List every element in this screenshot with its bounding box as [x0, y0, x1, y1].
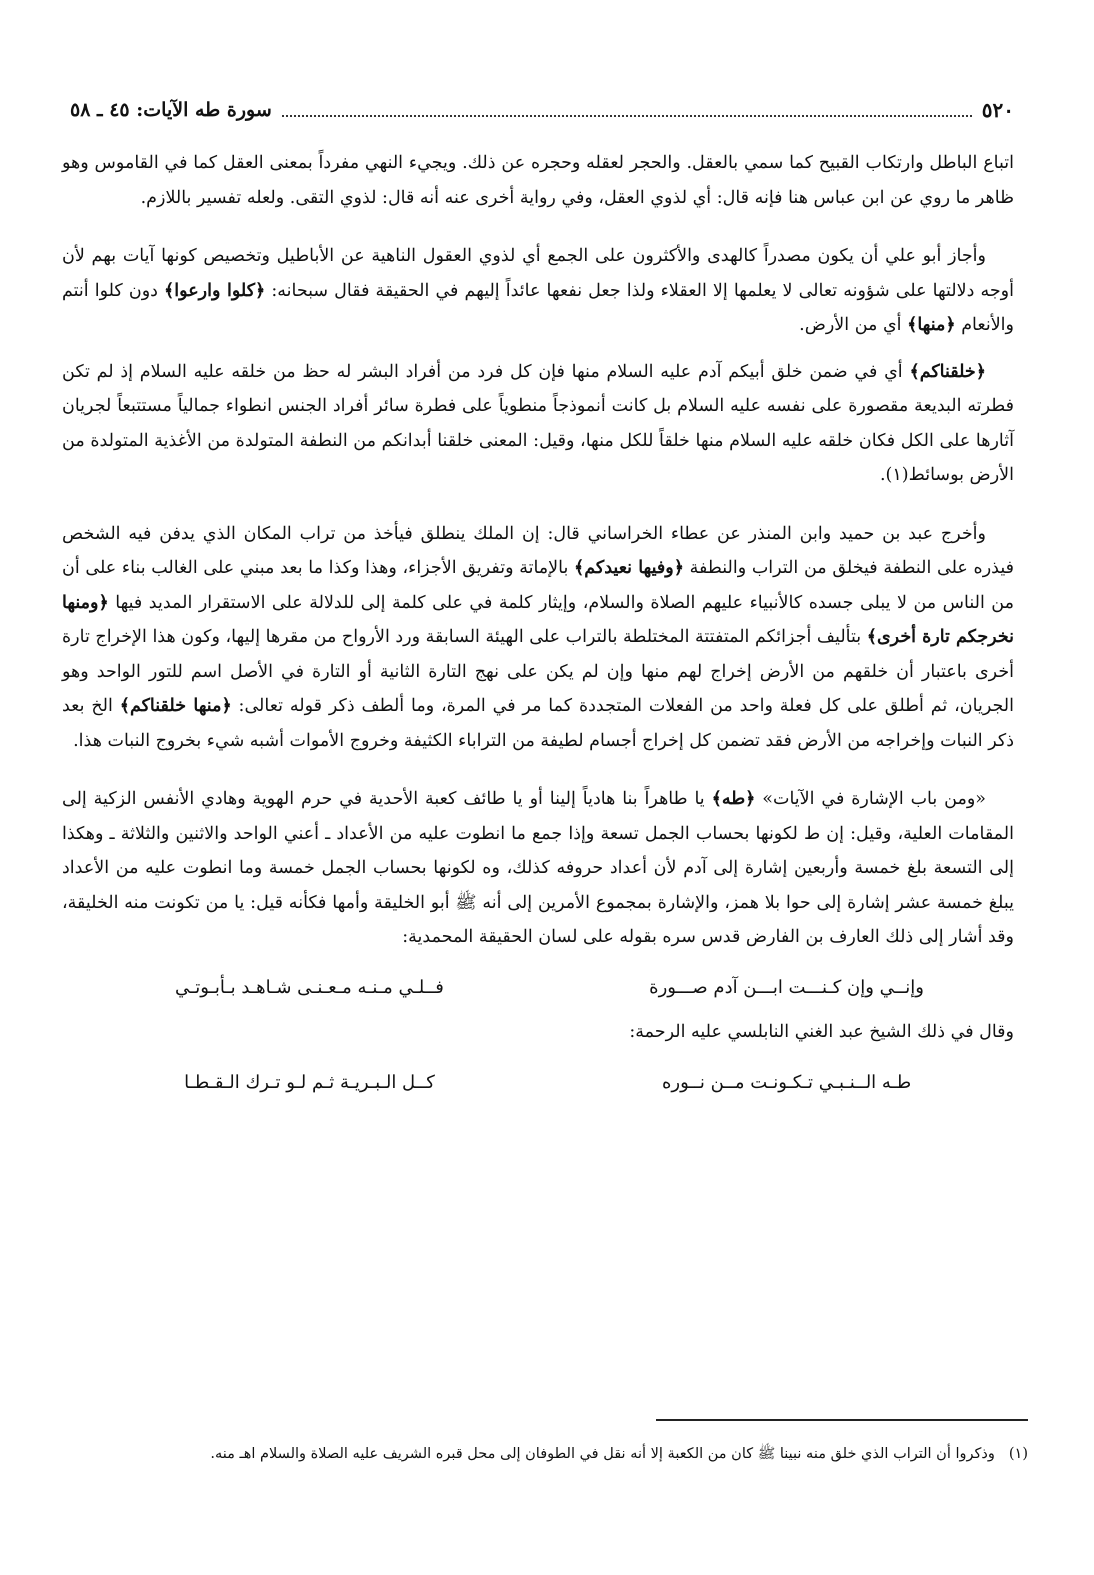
- page-number: ٥٢٠: [981, 98, 1014, 122]
- poem-left-hemistich: كــل الـبـريـة ثـم لـو تـرك الـقـطـا: [184, 1071, 435, 1093]
- poem-verse-1: [62, 971, 1014, 1006]
- running-title: سورة طه الآيات: ٤٥ ـ ٥٨: [70, 99, 272, 121]
- quran-quote: ﴿منها خلقناكم﴾: [119, 696, 232, 716]
- paragraph-text: أي في ضمن خلق أبيكم آدم عليه السلام منها فإن كل فرد من أفراد البشر له حظ من خلقه عليه السلام إذ لم تكن فطرته البديعة مقصورة على نفسه عليه السلام بل كانت أنموذجاً منطوياً على فطرة سائر أفراد الجنس انطواء جمالياً مستتبعاً لجريان آثارها على الكل فكان خلقه عليه السلام منها خلقاً للكل منها، وقيل: المعنى خلقنا أبدانكم من النطفة المتولدة من الأغذية المتولدة من الأرض بوسائط(١).: [62, 361, 1014, 485]
- paragraph-text: الخ بعد ذكر النبات وإخراجه من الأرض فقد تضمن كل إخراج أجسام لطيفة من التراباء الكثيفة وخروج الأموات أشبه شيء بخروج النبات هذا.: [62, 696, 1014, 751]
- paragraph-text: يا طاهراً بنا هادياً إلينا أو يا طائف كعبة الأحدية في حرم الهوية وهادي الأنفس الزكية إلى المقامات العلية، وقيل: إن ط لكونها بحساب الجمل تسعة وإذا جمع ما انطوت عليه من الأعداد ـ أعني الواحد والاثنين والثلاثة ـ وهكذا إلى التسعة بلغ خمسة وأربعين إشارة إلى آدم لأن أعداد حروفه كذلك، وه لكونها بحساب الجمل خمسة وما انطوت عليه من الأعداد يبلغ خمسة عشر إشارة إلى حوا بلا همز، والإشارة بمجموع الأمرين إلى أنه ﷺ أبو الخليقة وأمها فكأنه قيل: يا من تكونت منه الخليقة، وقد أشار إلى ذلك العارف بن الفارض قدس سره بقوله على لسان الحقيقة المحمدية:: [62, 789, 1014, 947]
- page-header: [70, 92, 1014, 128]
- paragraph-text: وأجاز أبو علي أن يكون مصدراً كالهدى والأكثرون على الجمع أي لذوي العقول الناهية عن الأباطيل وتخصيص كونها آيات بهم لأن أوجه دلالتها على شؤونه تعالى لا يعلمها إلا العقلاء ولذا جعل نفعها عائداً إليهم في الحقيقة فقال سبحانه:: [62, 246, 1014, 301]
- poem-right-hemistich: طـه الــنـبـي تـكـونـت مــن نــوره: [661, 1071, 912, 1093]
- quran-quote: ﴿خلقناكم﴾: [909, 361, 986, 382]
- quran-quote: ﴿ومنها نخرجكم تارة أخرى﴾: [62, 592, 1014, 647]
- footnote-divider: [656, 1419, 1028, 1421]
- paragraph-2: [62, 239, 1014, 343]
- paragraph-5: [62, 782, 1014, 955]
- footnote-mark: (١): [1008, 1446, 1028, 1462]
- poem-intro: وقال في ذلك الشيخ عبد الغني النابلسي عليه الرحمة:: [629, 1022, 1014, 1042]
- paragraph-text: بالإماتة وتفريق الأجزاء، وهذا وكذا ما بعد مبني على الغالب بناء على أن من الناس من لا يبلى جسده كالأنبياء عليهم الصلاة والسلام، وإيثار كلمة في على كلمة إلى للدلالة على الاستقرار المديد فيها: [62, 558, 1014, 613]
- paragraph-3: [62, 355, 1014, 493]
- paragraph-text: «ومن باب الإشارة في الآيات»: [755, 789, 986, 809]
- paragraph-1: [62, 146, 1014, 215]
- paragraph-text: أي من الأرض.: [799, 315, 908, 335]
- quran-quote: ﴿كلوا وارعوا﴾: [164, 280, 266, 301]
- body-text: [62, 146, 1014, 1100]
- paragraph-text: دون كلوا أنتم والأنعام: [62, 280, 1014, 335]
- poem-left-hemistich: فــلـي مـنـه مـعـنـى شـاهـد بـأبـوتـي: [175, 976, 444, 998]
- paragraph-text: اتباع الباطل وارتكاب القبيح كما سمي بالعقل. والحجر لعقله وحجره عن ذلك. ويجيء النهي مفرداً بمعنى العقل كما في القاموس وهو ظاهر ما روي عن ابن عباس هنا فإنه قال: أي لذوي العقل، وفي رواية أخرى عنه أنه قال: لذوي التقى. ولعله تفسير باللازم.: [62, 153, 1014, 208]
- footnote: [74, 1438, 1028, 1470]
- poem-right-hemistich: وإنــي وإن كـنـــت ابـــن آدم صـــورة: [649, 976, 924, 998]
- paragraph-text: بتأليف أجزائكم المتفتتة المختلطة بالتراب على الهيئة السابقة ورد الأرواح من مقرها إليها، وكون هذا الإخراج تارة أخرى باعتبار أن خلقهم من الأرض إخراج لهم منها وإن لم يكن على نهج التارة الثانية أو التارة في الأصل اسم للتور الواحد وهو الجريان، ثم أطلق على كل فعلة واحد من الفعلات المتجددة كما مر في المرة، وما ألطف ذكر قوله تعالى:: [62, 627, 1014, 716]
- quran-quote: ﴿منها﴾: [907, 315, 956, 335]
- poem-verse-2: [62, 1066, 1014, 1101]
- quran-quote: ﴿طه﴾: [711, 789, 756, 809]
- paragraph-4: [62, 517, 1014, 759]
- quran-quote: ﴿وفيها نعيدكم﴾: [574, 558, 684, 578]
- paragraph-text: وأخرج عبد بن حميد وابن المنذر عن عطاء الخراساني قال: إن الملك ينطلق فيأخذ من تراب المكان الذي يدفن فيه الشخص فيذره على النطفة فيخلق من التراب والنطفة: [62, 523, 1014, 578]
- footnote-text: وذكروا أن التراب الذي خلق منه نبينا ﷺ كان من الكعبة إلا أنه نقل في الطوفان إلى محل قبره الشريف عليه الصلاة والسلام اهـ منه.: [210, 1446, 995, 1462]
- dotted-leader: [282, 115, 972, 117]
